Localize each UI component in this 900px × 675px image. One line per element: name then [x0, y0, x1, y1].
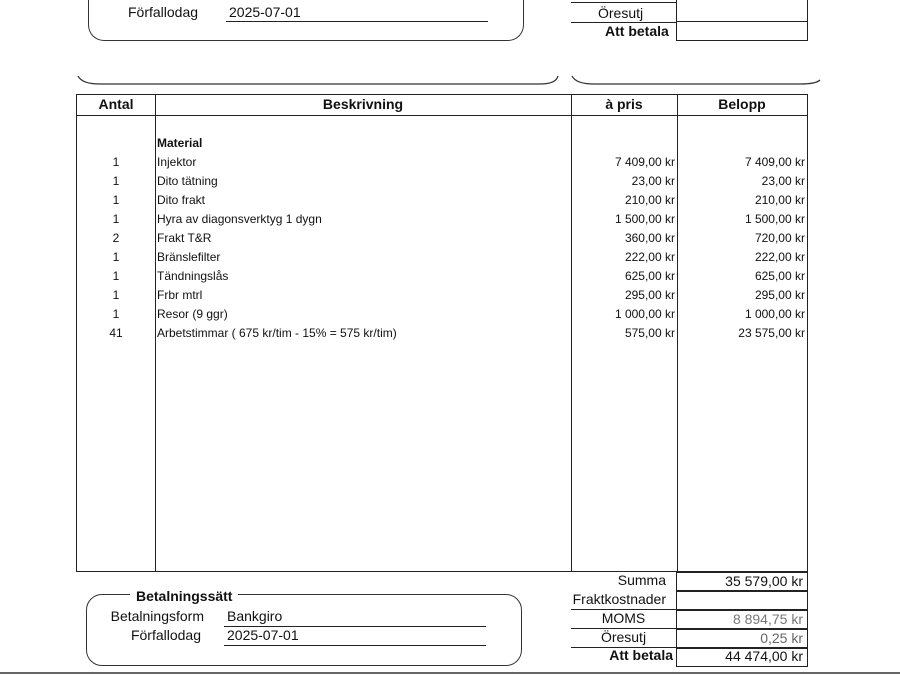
row-qty: 1 [112, 155, 120, 169]
table-row [77, 153, 807, 172]
row-unit-price: 575,00 kr [624, 326, 675, 340]
total-value: 44 474,00 kr [725, 648, 803, 664]
row-amount: 210,00 kr [754, 193, 805, 207]
row-unit-price: 7 409,00 kr [614, 155, 675, 169]
row-qty: 1 [112, 193, 120, 207]
header-unit-price: à pris [605, 96, 643, 112]
row-amount: 1 000,00 kr [744, 307, 805, 321]
table-row [77, 248, 807, 267]
table-row [77, 305, 807, 324]
row-qty: 1 [112, 307, 120, 321]
row-unit-price: 222,00 kr [624, 250, 675, 264]
row-unit-price: 625,00 kr [624, 269, 675, 283]
table-row [77, 286, 807, 305]
sum-label: Summa [617, 572, 666, 588]
row-unit-price: 1 500,00 kr [614, 212, 675, 226]
payment-due-underline [224, 645, 486, 646]
vat-label: MOMS [601, 610, 646, 626]
row-qty: 1 [112, 288, 120, 302]
row-description: Tändningslås [157, 269, 229, 283]
header-description: Beskrivning [322, 96, 404, 112]
row-unit-price: 1 000,00 kr [614, 307, 675, 321]
freight-value-box [676, 591, 808, 610]
row-unit-price: 23,00 kr [631, 174, 675, 188]
payment-title: Betalningssätt [130, 588, 238, 604]
header-amount: Belopp [718, 96, 766, 112]
table-row [77, 172, 807, 191]
row-amount: 1 500,00 kr [744, 212, 805, 226]
section-row [77, 134, 807, 153]
row-description: Frbr mtrl [157, 288, 203, 302]
row-description: Resor (9 ggr) [157, 307, 228, 321]
header-separator [77, 115, 807, 116]
row-amount: 625,00 kr [754, 269, 805, 283]
row-description: Arbetstimmar ( 675 kr/tim - 15% = 575 kr/tim) [157, 326, 397, 340]
total-label: Att betala [609, 647, 673, 663]
row-amount: 222,00 kr [754, 250, 805, 264]
row-description: Bränslefilter [157, 250, 221, 264]
row-amount: 23 575,00 kr [738, 326, 805, 340]
row-unit-price: 295,00 kr [624, 288, 675, 302]
sum-value: 35 579,00 kr [725, 573, 803, 589]
row-qty: 2 [112, 231, 120, 245]
address-box-curves [0, 0, 900, 100]
rounding-value: 0,25 kr [760, 630, 803, 646]
row-description: Dito frakt [157, 193, 206, 207]
row-qty: 1 [112, 269, 120, 283]
payment-form-label: Betalningsform [110, 608, 204, 624]
row-amount: 7 409,00 kr [744, 155, 805, 169]
scan-bottom-edge [0, 672, 900, 674]
row-qty: 1 [112, 250, 120, 264]
top-due-label: Förfallodag [128, 4, 199, 20]
items-table [76, 94, 808, 572]
row-unit-price: 360,00 kr [624, 231, 675, 245]
row-qty: 1 [112, 212, 120, 226]
payment-due-label: Förfallodag [130, 627, 201, 643]
rounding-label: Öresutj [600, 629, 647, 645]
table-row [77, 267, 807, 286]
vat-value: 8 894,75 kr [732, 611, 803, 627]
payment-due-value: 2025-07-01 [227, 627, 299, 643]
row-amount: 23,00 kr [761, 174, 805, 188]
header-qty: Antal [98, 96, 134, 112]
table-row [77, 324, 807, 343]
row-description: Frakt T&R [157, 231, 212, 245]
table-row [77, 229, 807, 248]
table-row [77, 191, 807, 210]
top-due-value: 2025-07-01 [229, 4, 301, 20]
table-row [77, 210, 807, 229]
top-rounding-label: Öresutj [598, 5, 644, 21]
row-qty: 1 [112, 174, 120, 188]
top-total-label: Att betala [605, 23, 669, 39]
freight-label: Fraktkostnader [572, 591, 666, 607]
section-label: Material [157, 136, 203, 150]
row-description: Hyra av diagonsverktyg 1 dygn [157, 212, 322, 226]
row-description: Dito tätning [157, 174, 218, 188]
row-unit-price: 210,00 kr [624, 193, 675, 207]
row-description: Injektor [157, 155, 197, 169]
row-amount: 720,00 kr [754, 231, 805, 245]
payment-form-value: Bankgiro [227, 608, 283, 624]
row-amount: 295,00 kr [754, 288, 805, 302]
row-qty: 41 [109, 326, 123, 340]
